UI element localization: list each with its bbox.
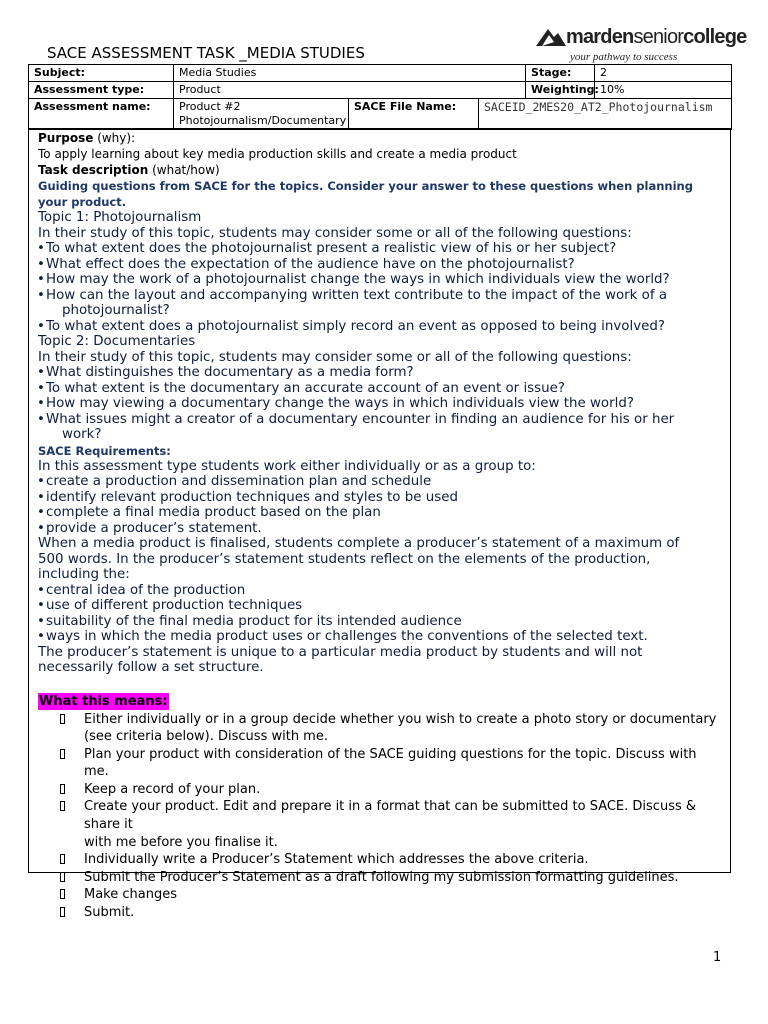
topic2-section xyxy=(38,334,724,443)
list-item: • How may viewing a documentary change the ways in which individuals view the world? xyxy=(38,396,724,412)
sace-requirements-section xyxy=(38,459,724,676)
checkbox-symbol-icon xyxy=(60,854,65,864)
list-item: Make changes xyxy=(38,886,724,904)
checkbox-symbol-icon xyxy=(60,749,65,759)
purpose-text: To apply learning about key media production skills and create a media product xyxy=(38,147,517,161)
list-item: • To what extent does the photojournalist present a realistic view of his or her subject? xyxy=(38,241,724,257)
assessment-type-label: Assessment type: xyxy=(29,82,174,99)
logo-wordmark: mardenseniorcollege xyxy=(566,26,747,48)
assessment-name-value: Product #2 Photojournalism/Documentary xyxy=(174,99,349,130)
list-item: • To what extent is the documentary an accurate account of an event or issue? xyxy=(38,381,724,397)
list-item: • To what extent does a photojournalist simply record an event as opposed to being involved? xyxy=(38,319,724,335)
table-row xyxy=(29,99,732,130)
list-item: • What distinguishes the documentary as a media form? xyxy=(38,365,724,381)
list-item: Plan your product with consideration of the SACE guiding questions for the topic. Discuss with me. xyxy=(38,746,724,781)
subject-value: Media Studies xyxy=(174,65,526,82)
list-item: • What issues might a creator of a documentary encounter in finding an audience for his or her work? xyxy=(38,412,724,443)
producers-statement-paragraph: When a media product is finalised, students complete a producer’s statement of a maximum of 500 words. In the producer’s statement students reflect on the elements of the production, including the: xyxy=(38,536,680,582)
list-item: • complete a final media product based on the plan xyxy=(38,505,724,521)
table-row xyxy=(29,82,732,99)
file-name-value: SACEID_2MES20_AT2_Photojournalism xyxy=(479,99,732,130)
topic2-title: Topic 2: Documentaries xyxy=(38,334,196,349)
college-logo xyxy=(536,24,747,66)
logo-mountain-icon xyxy=(536,26,566,48)
checkbox-symbol-icon xyxy=(60,801,65,811)
topic1-intro: In their study of this topic, students may consider some or all of the following questions: xyxy=(38,225,632,241)
task-details-content xyxy=(38,130,724,922)
task-description-heading: Task description (what/how) xyxy=(38,163,220,177)
topic1-section xyxy=(38,210,724,334)
list-item: Either individually or in a group decide whether you wish to create a photo story or documentary (see criteria below). Discuss with me. xyxy=(38,711,724,746)
list-item: • suitability of the final media product for its intended audience xyxy=(38,614,724,630)
list-item: • use of different production techniques xyxy=(38,598,724,614)
weighting-value: 10% xyxy=(595,82,732,99)
list-item: • ways in which the media product uses or challenges the conventions of the selected text. xyxy=(38,629,724,645)
checkbox-symbol-icon xyxy=(60,714,65,724)
unique-statement-paragraph: The producer’s statement is unique to a particular media product by students and will not necessarily follow a set structure. xyxy=(38,644,643,675)
assessment-name-label: Assessment name: xyxy=(29,99,174,130)
list-item: • create a production and dissemination plan and schedule xyxy=(38,474,724,490)
page-number: 1 xyxy=(713,950,722,965)
list-item: Keep a record of your plan. xyxy=(38,781,724,799)
file-name-label: SACE File Name: xyxy=(349,99,479,130)
list-item: • identify relevant production techniques and styles to be used xyxy=(38,490,724,506)
assessment-type-value: Product xyxy=(174,82,526,99)
checkbox-symbol-icon xyxy=(60,889,65,899)
topic1-title: Topic 1: Photojournalism xyxy=(38,210,202,225)
sace-requirements-heading: SACE Requirements: xyxy=(38,443,171,458)
what-this-means-heading: What this means: xyxy=(39,693,168,709)
stage-label: Stage: xyxy=(526,65,595,82)
document-title: SACE ASSESSMENT TASK _MEDIA STUDIES xyxy=(47,44,365,62)
logo-tagline: your pathway to success xyxy=(570,51,678,63)
purpose-heading: Purpose (why): xyxy=(38,131,136,145)
list-item: Submit. xyxy=(38,904,724,922)
list-item: Submit the Producer’s Statement as a draft following my submission formatting guidelines. xyxy=(38,869,724,887)
assessment-info-table xyxy=(28,64,732,130)
list-item: Create your product. Edit and prepare it in a format that can be submitted to SACE. Discuss & share it with me before you finalise it. xyxy=(38,798,724,851)
list-item: • central idea of the production xyxy=(38,583,724,599)
table-row xyxy=(29,65,732,82)
weighting-label: Weighting: xyxy=(526,82,595,99)
list-item: • What effect does the expectation of the audience have on the photojournalist? xyxy=(38,257,724,273)
checkbox-symbol-icon xyxy=(60,784,65,794)
steps-list xyxy=(38,711,724,922)
guiding-questions-heading: Guiding questions from SACE for the topics. Consider your answer to these questions when planning your product. xyxy=(38,179,693,209)
list-item: • How may the work of a photojournalist change the ways in which individuals view the world? xyxy=(38,272,724,288)
stage-value: 2 xyxy=(595,65,732,82)
list-item: • How can the layout and accompanying written text contribute to the impact of the work of a photojournalist? xyxy=(38,288,724,319)
topic2-intro: In their study of this topic, students may consider some or all of the following questions: xyxy=(38,349,632,365)
list-item: Individually write a Producer’s Statement which addresses the above criteria. xyxy=(38,851,724,869)
requirements-intro: In this assessment type students work either individually or as a group to: xyxy=(38,458,536,474)
checkbox-symbol-icon xyxy=(60,872,65,882)
subject-label: Subject: xyxy=(29,65,174,82)
checkbox-symbol-icon xyxy=(60,907,65,917)
list-item: • provide a producer’s statement. xyxy=(38,521,724,537)
